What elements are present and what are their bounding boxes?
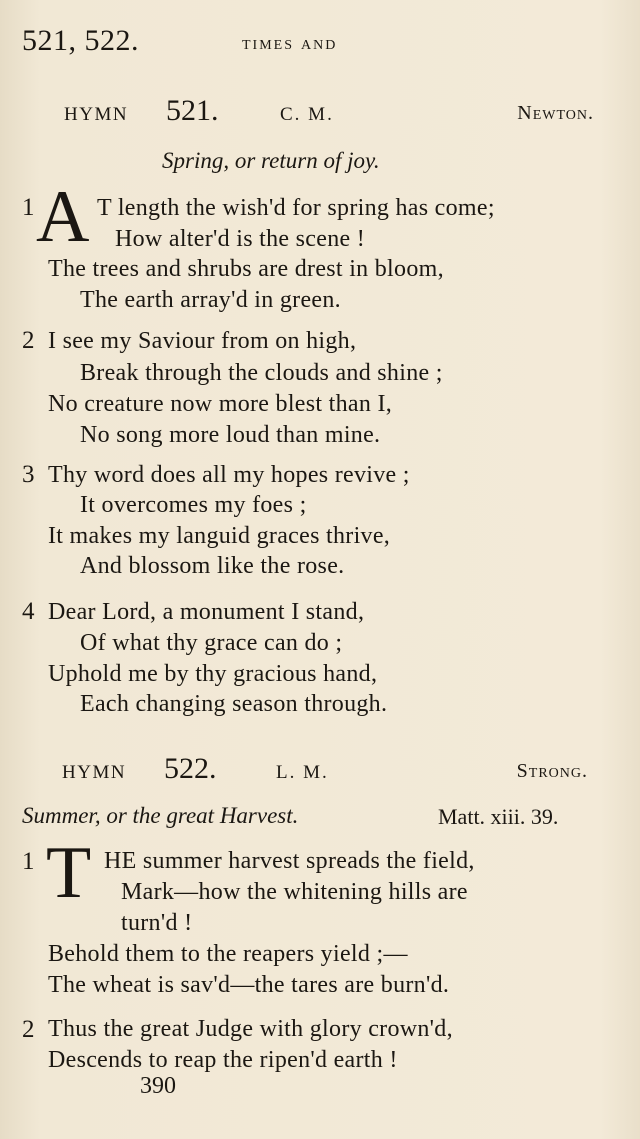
verse-line: No creature now more blest than I,: [48, 391, 393, 417]
verse-line: It makes my languid graces thrive,: [48, 523, 391, 549]
verse-line: How alter'd is the scene !: [115, 226, 366, 252]
verse-line: Mark—how the whitening hills are: [121, 879, 468, 905]
verse-number: 3: [22, 461, 35, 488]
verse-line: Each changing season through.: [80, 691, 388, 717]
running-head-title: times and: [242, 32, 338, 54]
verse-line: I see my Saviour from on high,: [48, 328, 357, 354]
verse-number: 4: [22, 598, 35, 625]
running-head-numbers: 521, 522.: [22, 24, 139, 57]
verse-line: Behold them to the reapers yield ;—: [48, 941, 408, 967]
hymn-521-header: [64, 94, 594, 130]
verse-line: Descends to reap the ripen'd earth !: [48, 1047, 398, 1073]
verse-line: The earth array'd in green.: [80, 287, 341, 313]
verse-line: Thus the great Judge with glory crown'd,: [48, 1016, 453, 1042]
verse-line: HE summer harvest spreads the field,: [104, 848, 475, 874]
hymn-522-subtitle: Summer, or the great Harvest.: [22, 803, 299, 828]
verse-line: Break through the clouds and shine ;: [80, 360, 443, 386]
hymn-tune: Strong.: [516, 760, 588, 782]
drop-cap: T: [46, 832, 92, 914]
verse-line: Uphold me by thy gracious hand,: [48, 661, 378, 687]
hymn-label: HYMN: [62, 762, 127, 783]
verse-line: T length the wish'd for spring has come;: [97, 195, 495, 221]
verse-line: Thy word does all my hopes revive ;: [48, 462, 410, 488]
verse-number: 2: [22, 327, 35, 354]
verse-line: And blossom like the rose.: [80, 553, 345, 579]
verse-number: 1: [22, 194, 35, 221]
hymn-label: HYMN: [64, 104, 129, 125]
drop-cap: A: [36, 176, 90, 258]
hymn-metre: L. M.: [276, 762, 329, 783]
page-number: 390: [140, 1073, 176, 1099]
verse-line: Dear Lord, a monument I stand,: [48, 599, 365, 625]
verse-line: The trees and shrubs are drest in bloom,: [48, 256, 444, 282]
verse-line: turn'd !: [121, 910, 193, 936]
verse-number: 1: [22, 848, 35, 875]
hymn-number: 521.: [166, 94, 219, 127]
hymn-522-header: [62, 752, 588, 788]
verse-line: It overcomes my foes ;: [80, 492, 307, 518]
verse-line: Of what thy grace can do ;: [80, 630, 343, 656]
verse-line: The wheat is sav'd—the tares are burn'd.: [48, 972, 450, 998]
scripture-reference: Matt. xiii. 39.: [438, 804, 559, 829]
hymn-number: 522.: [164, 752, 217, 785]
running-head: [22, 24, 622, 64]
verse-line: No song more loud than mine.: [80, 422, 381, 448]
hymn-tune: Newton.: [517, 102, 594, 124]
verse-number: 2: [22, 1016, 35, 1043]
hymn-521-subtitle: Spring, or return of joy.: [162, 148, 380, 173]
hymn-metre: C. M.: [280, 104, 334, 125]
